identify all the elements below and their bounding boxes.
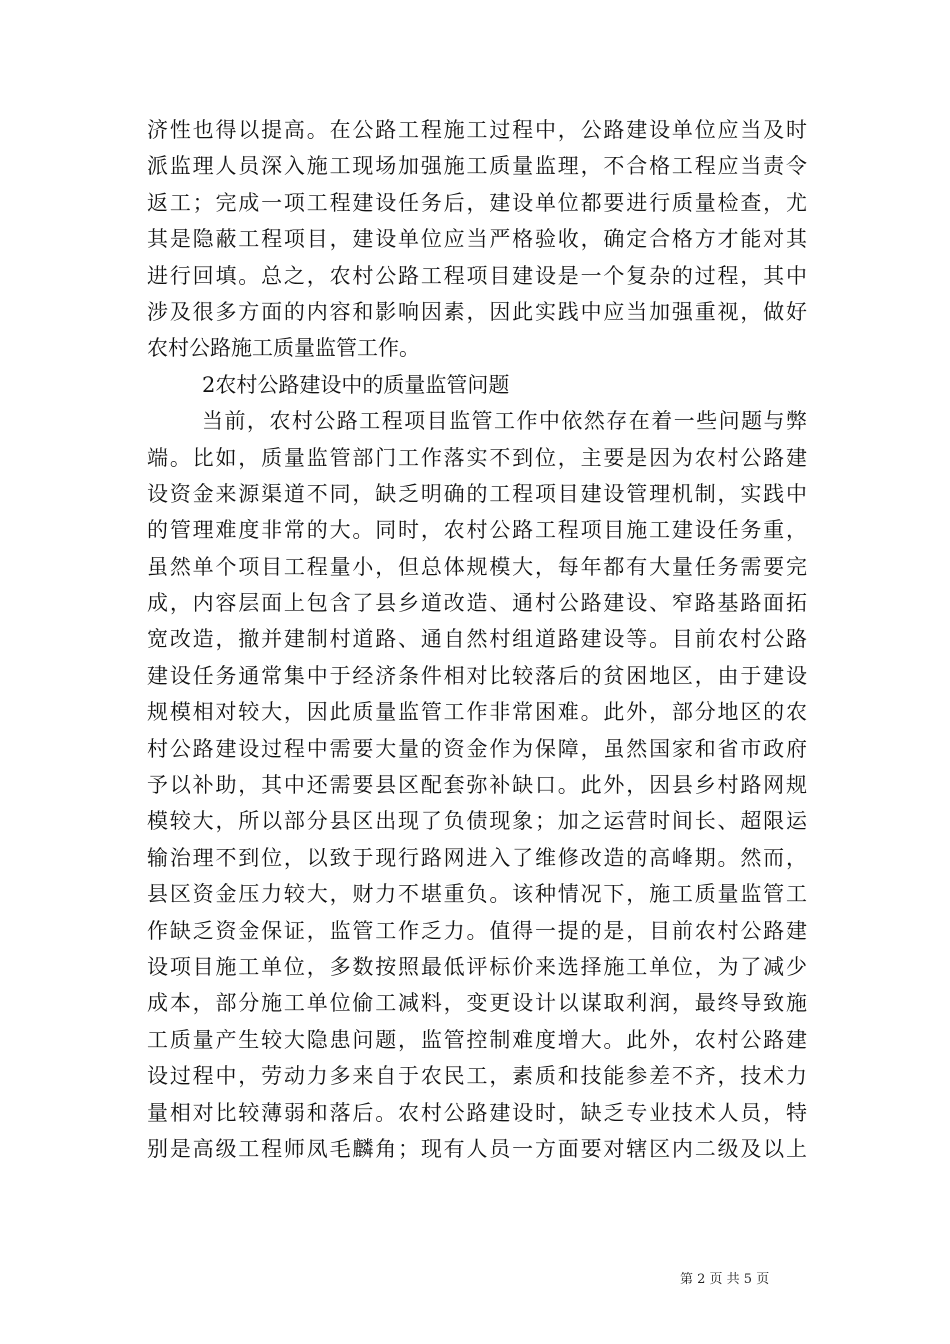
text-line: 派监理人员深入施工现场加强施工质量监理，不合格工程应当责令 <box>147 154 807 179</box>
text-line: 设项目施工单位，多数按照最低评标价来选择施工单位，为了减少 <box>147 954 807 979</box>
document-body <box>147 112 807 1167</box>
text-line: 量相对比较薄弱和落后。农村公路建设时，缺乏专业技术人员，特 <box>147 1100 807 1125</box>
text-line: 输治理不到位，以致于现行路网进入了维修改造的高峰期。然而， <box>147 845 807 870</box>
text-line: 别是高级工程师凤毛麟角；现有人员一方面要对辖区内二级及以上 <box>147 1136 807 1161</box>
text-line: 返工；完成一项工程建设任务后，建设单位都要进行质量检查，尤 <box>147 190 807 215</box>
text-line: 端。比如，质量监管部门工作落实不到位，主要是因为农村公路建 <box>147 445 807 470</box>
text-line: 进行回填。总之，农村公路工程项目建设是一个复杂的过程，其中 <box>147 263 807 288</box>
text-line: 规模相对较大，因此质量监管工作非常困难。此外，部分地区的农 <box>147 700 807 725</box>
text-line: 作缺乏资金保证，监管工作乏力。值得一提的是，目前农村公路建 <box>147 918 807 943</box>
text-line: 成本，部分施工单位偷工减料，变更设计以谋取利润，最终导致施 <box>147 991 807 1016</box>
text-line: 涉及很多方面的内容和影响因素，因此实践中应当加强重视，做好 <box>147 299 807 324</box>
text-line: 当前，农村公路工程项目监管工作中依然存在着一些问题与弊 <box>202 409 807 434</box>
text-line: 设资金来源渠道不同，缺乏明确的工程项目建设管理机制，实践中 <box>147 481 807 506</box>
text-line: 村公路建设过程中需要大量的资金作为保障，虽然国家和省市政府 <box>147 736 807 761</box>
text-line: 予以补助，其中还需要县区配套弥补缺口。此外，因县乡村路网规 <box>147 773 807 798</box>
text-line: 农村公路施工质量监管工作。 <box>147 336 420 361</box>
text-line: 设过程中，劳动力多来自于农民工，素质和技能参差不齐，技术力 <box>147 1064 807 1089</box>
text-line: 宽改造，撤并建制村道路、通自然村组道路建设等。目前农村公路 <box>147 627 807 652</box>
text-line: 济性也得以提高。在公路工程施工过程中，公路建设单位应当及时 <box>147 118 807 142</box>
text-line: 其是隐蔽工程项目，建设单位应当严格验收，确定合格方才能对其 <box>147 227 807 252</box>
page-number: 第 2 页 共 5 页 <box>680 1272 770 1287</box>
section-heading: 2农村公路建设中的质量监管问题 <box>202 372 510 397</box>
text-line: 县区资金压力较大，财力不堪重负。该种情况下，施工质量监管工 <box>147 882 807 907</box>
paragraph-2 <box>147 403 807 1167</box>
paragraph-1 <box>147 112 807 367</box>
text-line: 虽然单个项目工程量小，但总体规模大，每年都有大量任务需要完 <box>147 554 807 579</box>
text-line: 建设任务通常集中于经济条件相对比较落后的贫困地区，由于建设 <box>147 663 807 688</box>
text-line: 成，内容层面上包含了县乡道改造、通村公路建设、窄路基路面拓 <box>147 591 807 616</box>
text-line: 的管理难度非常的大。同时，农村公路工程项目施工建设任务重， <box>147 518 807 543</box>
text-line: 工质量产生较大隐患问题，监管控制难度增大。此外，农村公路建 <box>147 1027 807 1052</box>
text-line: 模较大，所以部分县区出现了负债现象；加之运营时间长、超限运 <box>147 809 807 834</box>
